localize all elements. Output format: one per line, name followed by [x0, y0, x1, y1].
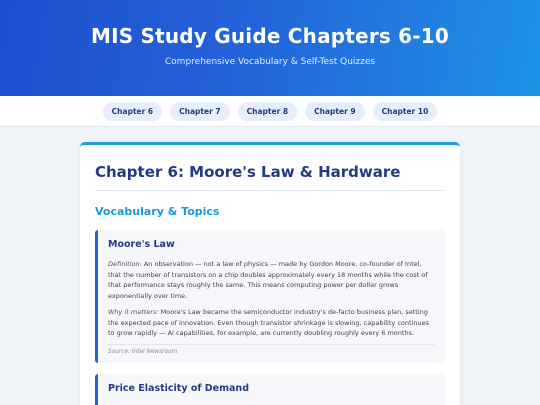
page-subtitle: Comprehensive Vocabulary & Self-Test Quizzes	[164, 57, 376, 67]
term-card-price-elasticity	[95, 374, 445, 405]
tab-chapter-8[interactable]: Chapter 8	[238, 102, 297, 121]
page-title: MIS Study Guide Chapters 6-10	[90, 24, 450, 48]
term-title: Price Elasticity of Demand	[108, 382, 249, 394]
why-text: Moore's Law became the semiconductor industry's de-facto business plan, setting the expected pace of innovation. Even though transistor shrinkage is slowing, capability continues to grow rapidly — AI capabilities, for example, are currently doubling roughly every 6 months.	[108, 308, 429, 337]
tab-chapter-6[interactable]: Chapter 6	[103, 102, 162, 121]
definition-label: Definition:	[108, 260, 142, 268]
chapter-nav	[0, 96, 540, 127]
term-definition	[108, 259, 435, 301]
tab-chapter-9[interactable]: Chapter 9	[305, 102, 364, 121]
term-source: Source: Intel Newsroom	[108, 344, 435, 355]
term-title: Moore's Law	[108, 239, 175, 250]
chapter-card	[80, 142, 460, 405]
chapter-title: Chapter 6: Moore's Law & Hardware	[95, 163, 445, 191]
section-title: Vocabulary & Topics	[95, 205, 220, 218]
term-why	[108, 307, 435, 339]
term-card-moores-law	[95, 230, 445, 363]
page-header	[0, 0, 540, 96]
why-label: Why it matters:	[108, 308, 159, 316]
definition-text: An observation — not a law of physics — made by Gordon Moore, co-founder of Intel, that the number of transistors on a chip doubles approximately every 18 months while the cost of that performance stays roughly the same. This means computing power per dollar grows exponentially over time.	[108, 260, 428, 300]
tab-chapter-10[interactable]: Chapter 10	[373, 102, 438, 121]
tab-chapter-7[interactable]: Chapter 7	[170, 102, 229, 121]
